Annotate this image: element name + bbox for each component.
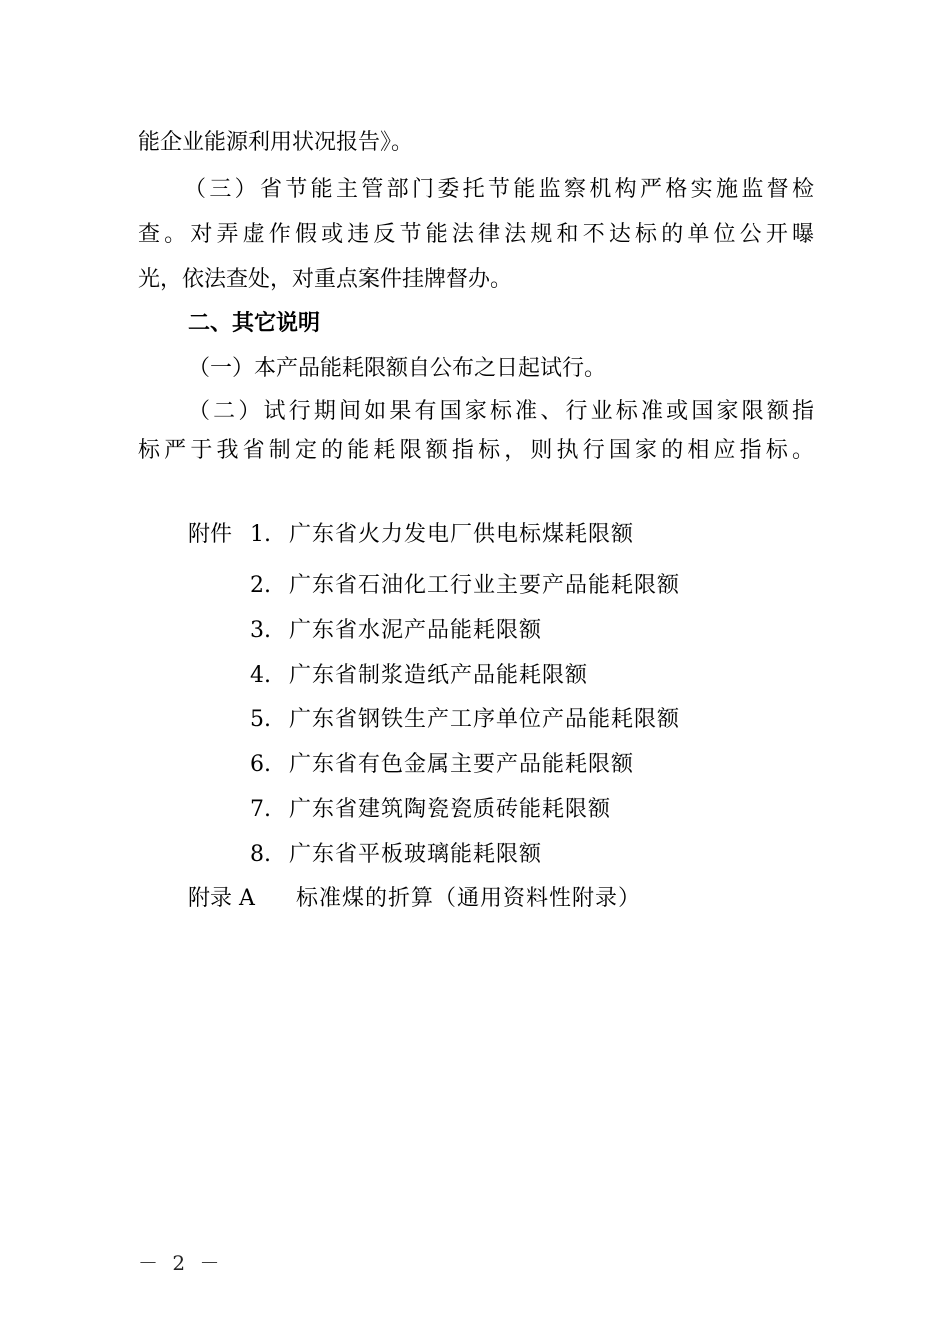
attachment-number: 1. [250, 522, 271, 547]
attachment-title: 广东省火力发电厂供电标煤耗限额 [289, 522, 635, 547]
attachment-title: 广东省石油化工行业主要产品能耗限额 [289, 573, 681, 598]
attachment-title: 广东省有色金属主要产品能耗限额 [289, 752, 635, 777]
attachment-title: 广东省水泥产品能耗限额 [289, 618, 543, 643]
appendix-label: 附录 A [188, 886, 255, 911]
attachment-number: 2. [250, 573, 271, 598]
paragraph-line: 光，依法查处，对重点案件挂牌督办。 [138, 267, 513, 292]
attachment-number: 5. [250, 707, 271, 732]
paragraph-line: （二）试行期间如果有国家标准、行业标准或国家限额指 [188, 399, 814, 424]
paragraph-line: 查。对弄虚作假或违反节能法律法规和不达标的单位公开曝 [138, 222, 814, 247]
attachment-title: 广东省建筑陶瓷瓷质砖能耗限额 [289, 797, 612, 822]
section-heading: 二、其它说明 [188, 311, 321, 336]
paragraph-line: 能企业能源利用状况报告》。 [138, 130, 414, 155]
attachment-number: 3. [250, 618, 271, 643]
paragraph-line: 标严于我省制定的能耗限额指标，则执行国家的相应指标。 [138, 438, 814, 463]
paragraph-line: （一）本产品能耗限额自公布之日起试行。 [188, 356, 607, 381]
attachment-title: 广东省制浆造纸产品能耗限额 [289, 663, 589, 688]
attachment-label: 附件 [188, 522, 233, 547]
attachment-number: 6. [250, 752, 271, 777]
paragraph-line: （三）省节能主管部门委托节能监察机构严格实施监督检 [184, 177, 814, 202]
attachment-title: 广东省钢铁生产工序单位产品能耗限额 [289, 707, 681, 732]
attachment-number: 4. [250, 663, 271, 688]
page-number: － 2 － [138, 1251, 224, 1275]
attachment-number: 7. [250, 797, 271, 822]
attachment-title: 广东省平板玻璃能耗限额 [289, 842, 543, 867]
appendix-title: 标准煤的折算（通用资料性附录） [296, 886, 642, 911]
attachment-number: 8. [250, 842, 271, 867]
